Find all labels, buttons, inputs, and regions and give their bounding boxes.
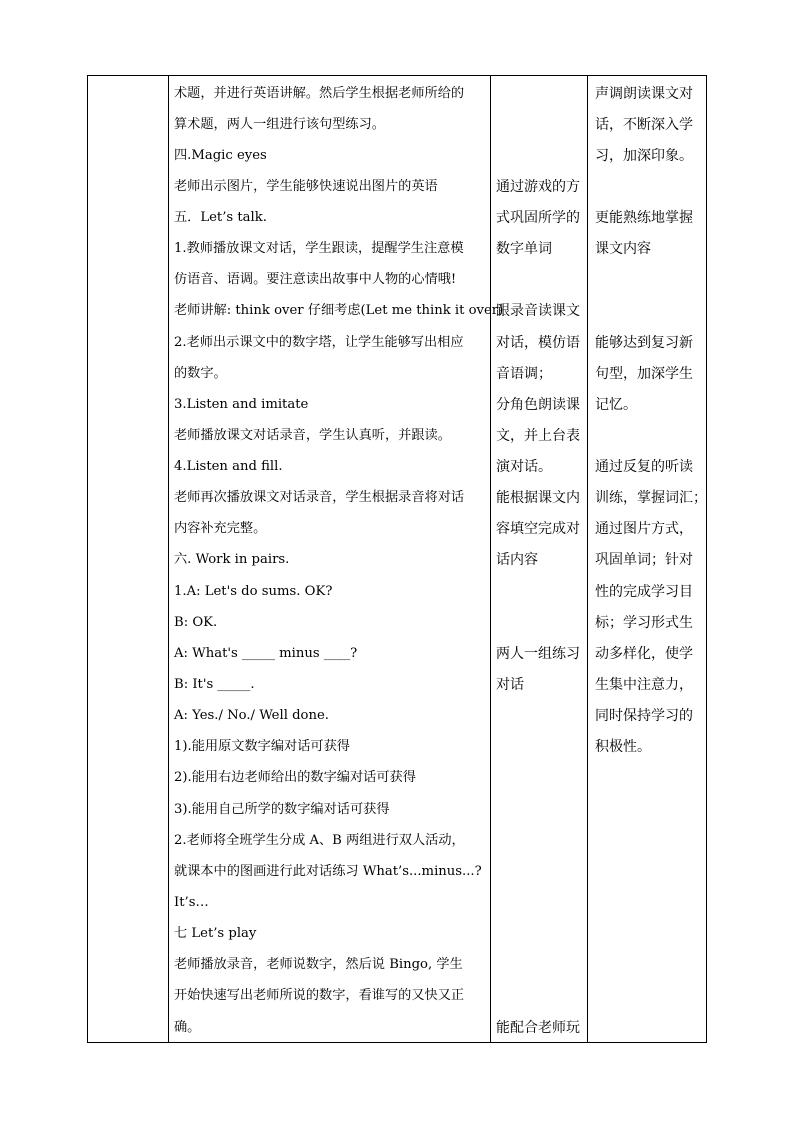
student-activity-line: 文，并上台表 bbox=[496, 428, 580, 444]
teaching-process-line: 2).能用右边老师给出的数字编对话可获得 bbox=[174, 770, 416, 785]
teaching-process-line: 算术题，两人一组进行该句型练习。 bbox=[174, 117, 385, 132]
design-intent-line: 积极性。 bbox=[595, 739, 651, 755]
teaching-process-line: 六. Work in pairs. bbox=[174, 552, 290, 567]
teaching-process-line: 术题，并进行英语讲解。然后学生根据老师所给的 bbox=[174, 86, 465, 101]
design-intent-line: 通过图片方式， bbox=[595, 521, 693, 537]
teaching-process-line: 1).能用原文数字编对话可获得 bbox=[174, 739, 350, 754]
design-intent-line: 生集中注意力， bbox=[595, 677, 693, 693]
teaching-process-line: 开始快速写出老师所说的数字，看谁写的又快又正 bbox=[174, 988, 465, 1003]
design-intent-line: 声调朗读课文对 bbox=[595, 86, 693, 102]
lesson-plan-table bbox=[87, 75, 707, 1043]
teaching-process-line: 内容补充完整。 bbox=[174, 521, 267, 536]
student-activity-line: 演对话。 bbox=[496, 459, 552, 475]
column-divider bbox=[168, 76, 169, 1042]
student-activity-line: 数字单词 bbox=[496, 241, 552, 257]
teaching-process-line: It’s… bbox=[174, 895, 209, 910]
student-activity-line: 对话，模仿语 bbox=[496, 335, 580, 351]
student-activity-line: 话内容 bbox=[496, 552, 538, 568]
design-intent-line: 更能熟练地掌握 bbox=[595, 210, 693, 226]
student-activity-line: 通过游戏的方 bbox=[496, 179, 580, 195]
column-divider bbox=[490, 76, 491, 1042]
teaching-process-line: 七 Let’s play bbox=[174, 926, 257, 941]
teaching-process-line: 四.Magic eyes bbox=[174, 148, 267, 163]
student-activity-line: 两人一组练习 bbox=[496, 646, 580, 662]
student-activity-line: 跟录音读课文 bbox=[496, 303, 580, 319]
design-intent-line: 性的完成学习目 bbox=[595, 584, 693, 600]
student-activity-line: 分角色朗读课 bbox=[496, 397, 580, 413]
teaching-process-line: 仿语音、语调。要注意读出故事中人物的心情哦! bbox=[174, 272, 457, 287]
teaching-process-line: 就课本中的图画进行此对话练习 What’s...minus...? bbox=[174, 864, 482, 879]
design-intent-line: 句型，加深学生 bbox=[595, 366, 693, 382]
teaching-process-line: 4.Listen and fill. bbox=[174, 459, 283, 474]
student-activity-line: 音语调； bbox=[496, 366, 552, 382]
teaching-process-line: 老师出示图片，学生能够快速说出图片的英语 bbox=[174, 179, 438, 194]
design-intent-line: 习，加深印象。 bbox=[595, 148, 693, 164]
student-activity-line: 能配合老师玩 bbox=[496, 1020, 580, 1036]
teaching-process-line: 2.老师出示课文中的数字塔，让学生能够写出相应 bbox=[174, 335, 464, 350]
teaching-process-line: 1.A: Let's do sums. OK? bbox=[174, 584, 333, 599]
student-activity-line: 对话 bbox=[496, 677, 524, 693]
design-intent-line: 话，不断深入学 bbox=[595, 117, 693, 133]
teaching-process-line: 的数字。 bbox=[174, 366, 227, 381]
teaching-process-line: A: Yes./ No./ Well done. bbox=[174, 708, 329, 723]
column-divider bbox=[587, 76, 588, 1042]
student-activity-line: 式巩固所学的 bbox=[496, 210, 580, 226]
teaching-process-line: 确。 bbox=[174, 1020, 201, 1035]
student-activity-line: 能根据课文内 bbox=[496, 490, 580, 506]
teaching-process-line: B: It's _____. bbox=[174, 677, 255, 692]
design-intent-line: 能够达到复习新 bbox=[595, 335, 693, 351]
teaching-process-line: 1.教师播放课文对话，学生跟读，提醒学生注意模 bbox=[174, 241, 464, 256]
teaching-process-line: 老师再次播放课文对话录音，学生根据录音将对话 bbox=[174, 490, 465, 505]
teaching-process-line: A: What's _____ minus ____? bbox=[174, 646, 358, 661]
design-intent-line: 训练，掌握词汇； bbox=[595, 490, 707, 506]
teaching-process-line: 五．Let’s talk. bbox=[174, 210, 267, 225]
teaching-process-line: 老师播放录音，老师说数字，然后说 Bingo, 学生 bbox=[174, 957, 463, 972]
teaching-process-line: B: OK. bbox=[174, 615, 218, 630]
design-intent-line: 记忆。 bbox=[595, 397, 637, 413]
teaching-process-line: 老师讲解: think over 仔细考虑(Let me think it over) bbox=[174, 303, 504, 318]
student-activity-line: 容填空完成对 bbox=[496, 521, 580, 537]
teaching-process-line: 3.Listen and imitate bbox=[174, 397, 309, 412]
teaching-process-line: 3).能用自己所学的数字编对话可获得 bbox=[174, 802, 390, 817]
teaching-process-line: 老师播放课文对话录音，学生认真听，并跟读。 bbox=[174, 428, 451, 443]
design-intent-line: 课文内容 bbox=[595, 241, 651, 257]
design-intent-line: 巩固单词；针对 bbox=[595, 552, 693, 568]
teaching-process-line: 2.老师将全班学生分成 A、B 两组进行双人活动， bbox=[174, 833, 465, 848]
design-intent-line: 动多样化，使学 bbox=[595, 646, 693, 662]
design-intent-line: 通过反复的听读 bbox=[595, 459, 693, 475]
design-intent-line: 同时保持学习的 bbox=[595, 708, 693, 724]
design-intent-line: 标；学习形式生 bbox=[595, 615, 693, 631]
